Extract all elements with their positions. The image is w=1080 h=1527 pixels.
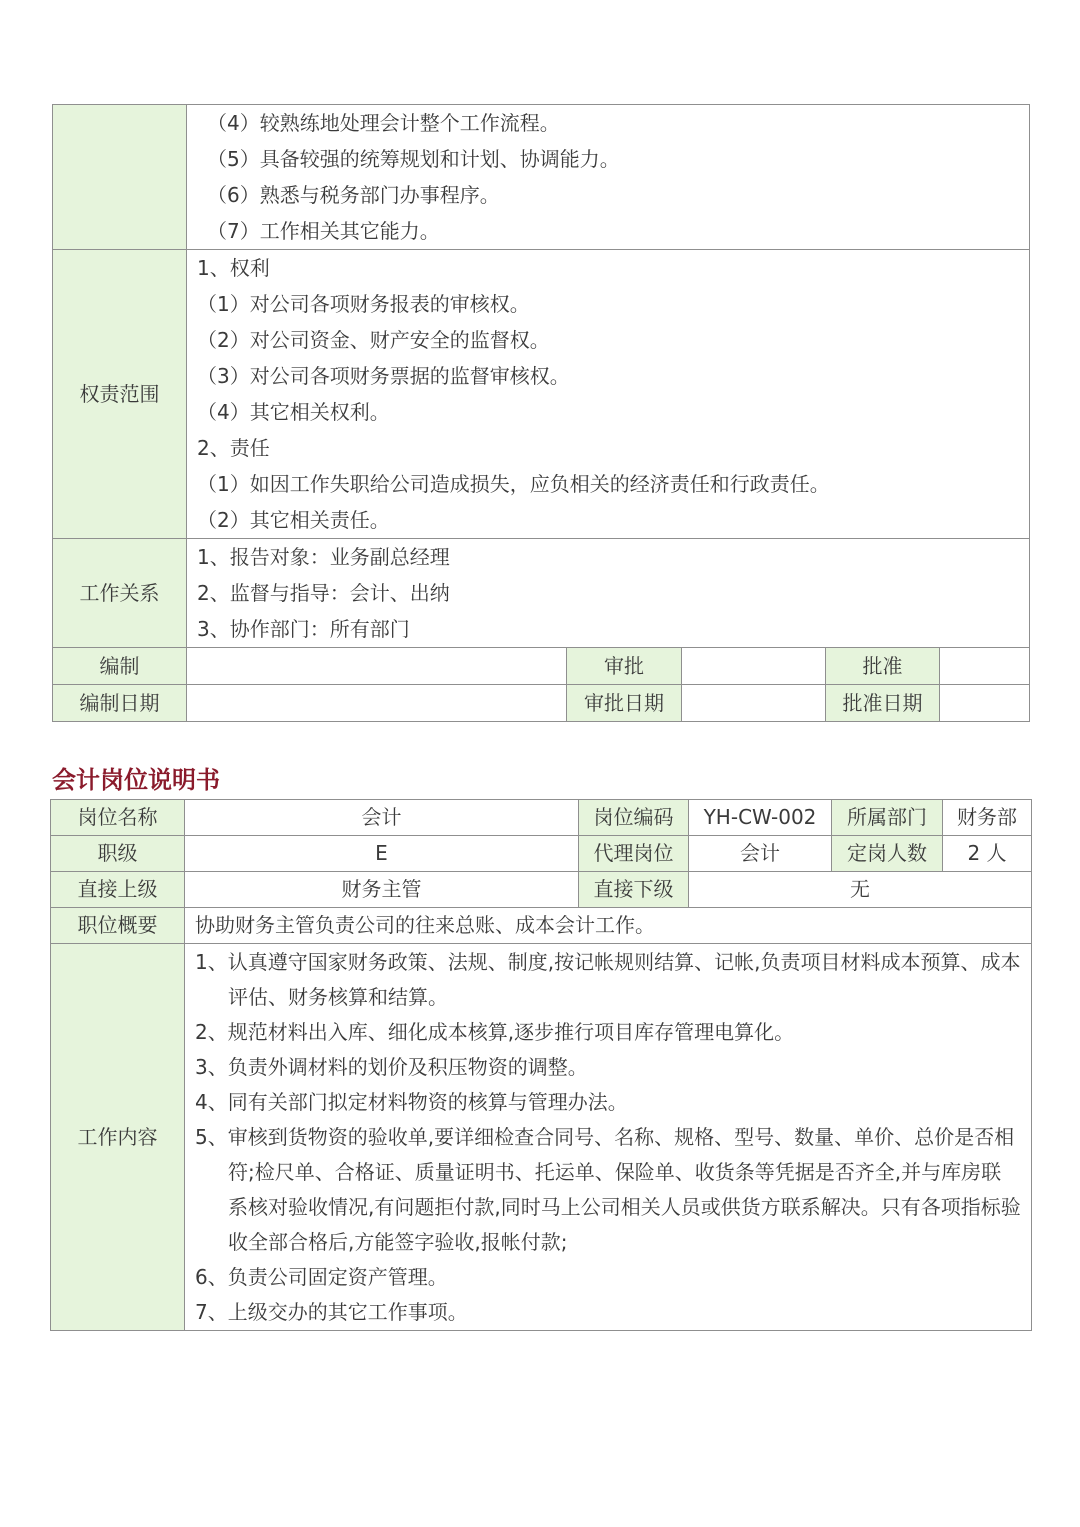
authority-content-cell [187, 250, 1030, 539]
grade-label: 职级 [51, 836, 185, 872]
post-code-value: YH-CW-002 [689, 800, 832, 836]
ability-item: （5）具备较强的统筹规划和计划、协调能力。 [207, 147, 620, 171]
compile-date-label: 编制日期 [53, 685, 187, 722]
post-code-label: 岗位编码 [579, 800, 689, 836]
rights-item: （1）对公司各项财务报表的审核权。 [197, 292, 530, 316]
compile-date-value [187, 685, 567, 722]
headcount-label: 定岗人数 [832, 836, 943, 872]
review-date-value [682, 685, 826, 722]
deputy-label: 代理岗位 [579, 836, 689, 872]
review-date-label: 审批日期 [567, 685, 682, 722]
approve-date-value [940, 685, 1030, 722]
superior-value: 财务主管 [185, 872, 579, 908]
sign-date-row [53, 685, 1030, 722]
authority-label: 权责范围 [53, 250, 187, 539]
ability-content-cell [187, 105, 1030, 250]
duty-item: 5、审核到货物资的验收单,要详细检查合同号、名称、规格、型号、数量、单价、总价是否相符;检尺单、合格证、质量证明书、托运单、保险单、收货条等凭据是否齐全,并与库房联系核对验收情况,有问题拒付款,同时马上公司相关人员或供货方联系解决。只有各项指标验收全部合格后,方能签字验收,报帐付款; [195, 1125, 1021, 1254]
summary-row [51, 908, 1032, 944]
summary-label: 职位概要 [51, 908, 185, 944]
dept-value: 财务部 [943, 800, 1032, 836]
rights-item: （3）对公司各项财务票据的监督审核权。 [197, 364, 570, 388]
headcount-value: 2 人 [943, 836, 1032, 872]
accountant-job-table [50, 799, 1032, 1331]
duty-item: 3、负责外调材料的划价及积压物资的调整。 [195, 1055, 588, 1079]
duty-item: 2、规范材料出入库、细化成本核算,逐步推行项目库存管理电算化。 [195, 1020, 795, 1044]
duties-item: （2）其它相关责任。 [197, 508, 390, 532]
post-name-row [51, 800, 1032, 836]
duties-content-cell [185, 944, 1032, 1331]
duty-item: 7、上级交办的其它工作事项。 [195, 1300, 468, 1324]
relations-content-cell [187, 539, 1030, 648]
approve-value [940, 648, 1030, 685]
superior-label: 直接上级 [51, 872, 185, 908]
duties-heading: 2、责任 [197, 436, 270, 460]
rights-item: （2）对公司资金、财产安全的监督权。 [197, 328, 550, 352]
ability-label-cell [53, 105, 187, 250]
superior-row [51, 872, 1032, 908]
ability-item: （7）工作相关其它能力。 [207, 219, 440, 243]
dept-label: 所属部门 [832, 800, 943, 836]
relations-item: 3、协作部门：所有部门 [197, 617, 410, 641]
review-label: 审批 [567, 648, 682, 685]
ability-row [53, 105, 1030, 250]
ability-item: （4）较熟练地处理会计整个工作流程。 [207, 111, 560, 135]
duties-row [51, 944, 1032, 1331]
post-name-value: 会计 [185, 800, 579, 836]
sign-row [53, 648, 1030, 685]
section-title: 会计岗位说明书 [52, 765, 220, 794]
approve-label: 批准 [826, 648, 940, 685]
review-value [682, 648, 826, 685]
job-description-table-continued [52, 104, 1030, 722]
ability-item: （6）熟悉与税务部门办事程序。 [207, 183, 500, 207]
approve-date-label: 批准日期 [826, 685, 940, 722]
authority-row [53, 250, 1030, 539]
subordinate-value: 无 [689, 872, 1032, 908]
compile-label: 编制 [53, 648, 187, 685]
duties-label: 工作内容 [51, 944, 185, 1331]
summary-value: 协助财务主管负责公司的往来总账、成本会计工作。 [185, 908, 1032, 944]
compile-value [187, 648, 567, 685]
relations-item: 1、报告对象：业务副总经理 [197, 545, 450, 569]
relations-label: 工作关系 [53, 539, 187, 648]
grade-value: E [185, 836, 579, 872]
subordinate-label: 直接下级 [579, 872, 689, 908]
deputy-value: 会计 [689, 836, 832, 872]
duty-item: 1、认真遵守国家财务政策、法规、制度,按记帐规则结算、记帐,负责项目材料成本预算、成本评估、财务核算和结算。 [195, 950, 1021, 1009]
duties-item: （1）如因工作失职给公司造成损失，应负相关的经济责任和行政责任。 [197, 472, 830, 496]
rights-item: （4）其它相关权利。 [197, 400, 390, 424]
rights-heading: 1、权利 [197, 256, 270, 280]
relations-row [53, 539, 1030, 648]
duty-item: 4、同有关部门拟定材料物资的核算与管理办法。 [195, 1090, 628, 1114]
duty-item: 6、负责公司固定资产管理。 [195, 1265, 448, 1289]
relations-item: 2、监督与指导：会计、出纳 [197, 581, 450, 605]
grade-row [51, 836, 1032, 872]
post-name-label: 岗位名称 [51, 800, 185, 836]
